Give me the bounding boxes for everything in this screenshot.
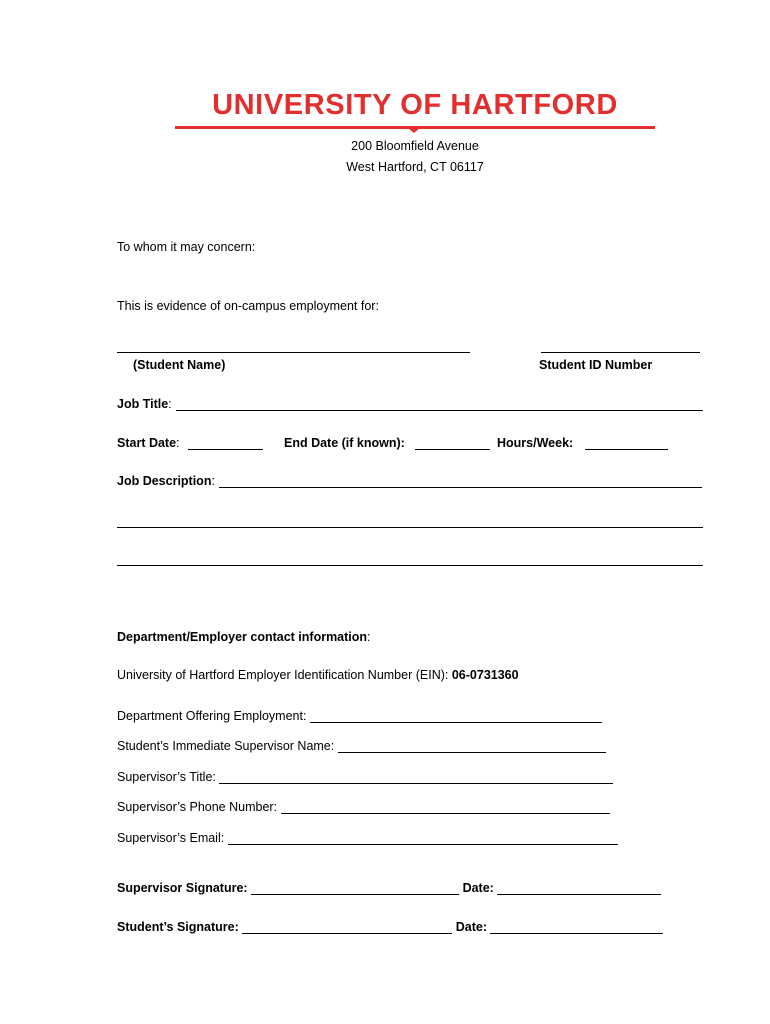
start-date-label: Start Date — [117, 436, 177, 450]
hours-week-label: Hours/Week: — [497, 436, 574, 450]
student-name-field[interactable] — [117, 352, 470, 353]
end-date-field[interactable] — [415, 449, 490, 450]
department-row — [117, 709, 602, 723]
start-date-field[interactable] — [188, 449, 263, 450]
job-title-label: Job Title — [117, 397, 169, 411]
supervisor-date-field[interactable] — [497, 881, 661, 895]
supervisor-email-row — [117, 831, 618, 845]
department-label: Department Offering Employment: — [117, 709, 307, 723]
department-field[interactable] — [310, 709, 602, 723]
supervisor-signature-field[interactable] — [251, 881, 459, 895]
student-signature-row — [117, 920, 663, 934]
student-id-label: Student ID Number — [539, 358, 653, 372]
supervisor-email-field[interactable] — [228, 831, 618, 845]
job-title-field[interactable] — [176, 410, 703, 411]
supervisor-name-label: Student’s Immediate Supervisor Name: — [117, 739, 335, 753]
supervisor-signature-row — [117, 881, 661, 895]
student-id-field[interactable] — [541, 352, 700, 353]
intro-text: This is evidence of on-campus employment for: — [117, 299, 379, 313]
supervisor-phone-field[interactable] — [281, 800, 610, 814]
job-description-field-3[interactable] — [117, 565, 703, 566]
end-date-label: End Date (if known): — [284, 436, 405, 450]
student-signature-field[interactable] — [242, 920, 452, 934]
supervisor-title-label: Supervisor’s Title: — [117, 770, 216, 784]
employer-heading-row: Department/Employer contact information: — [117, 630, 371, 644]
student-date-label: Date: — [455, 920, 487, 934]
ein-value: 06-0731360 — [451, 668, 519, 682]
address-line-2: West Hartford, CT 06117 — [346, 160, 484, 174]
university-logo: UNIVERSITY OF HARTFORD — [212, 89, 618, 121]
supervisor-name-field[interactable] — [338, 739, 606, 753]
ein-text: University of Hartford Employer Identification Number (EIN): — [117, 668, 449, 682]
job-description-field-1[interactable] — [219, 487, 702, 488]
job-description-field-2[interactable] — [117, 527, 703, 528]
job-description-label: Job Description — [117, 474, 212, 488]
address-line-1: 200 Bloomfield Avenue — [351, 139, 479, 153]
student-date-field[interactable] — [490, 920, 663, 934]
supervisor-signature-label: Supervisor Signature: — [117, 881, 248, 895]
student-name-label: (Student Name) — [133, 358, 226, 372]
ein-row — [117, 668, 519, 682]
supervisor-email-label: Supervisor’s Email: — [117, 831, 225, 845]
job-title-row: Job Title: — [117, 397, 172, 411]
supervisor-title-row — [117, 770, 613, 784]
supervisor-title-field[interactable] — [219, 770, 613, 784]
supervisor-phone-row — [117, 800, 610, 814]
supervisor-date-label: Date: — [462, 881, 494, 895]
hours-week-field[interactable] — [585, 449, 668, 450]
logo-notch — [408, 128, 420, 133]
student-signature-label: Student’s Signature: — [117, 920, 239, 934]
supervisor-name-row — [117, 739, 606, 753]
start-date-row: Start Date: — [117, 436, 180, 450]
job-description-row: Job Description: — [117, 474, 215, 488]
supervisor-phone-label: Supervisor’s Phone Number: — [117, 800, 278, 814]
salutation: To whom it may concern: — [117, 240, 256, 254]
employer-heading: Department/Employer contact information — [117, 630, 368, 644]
